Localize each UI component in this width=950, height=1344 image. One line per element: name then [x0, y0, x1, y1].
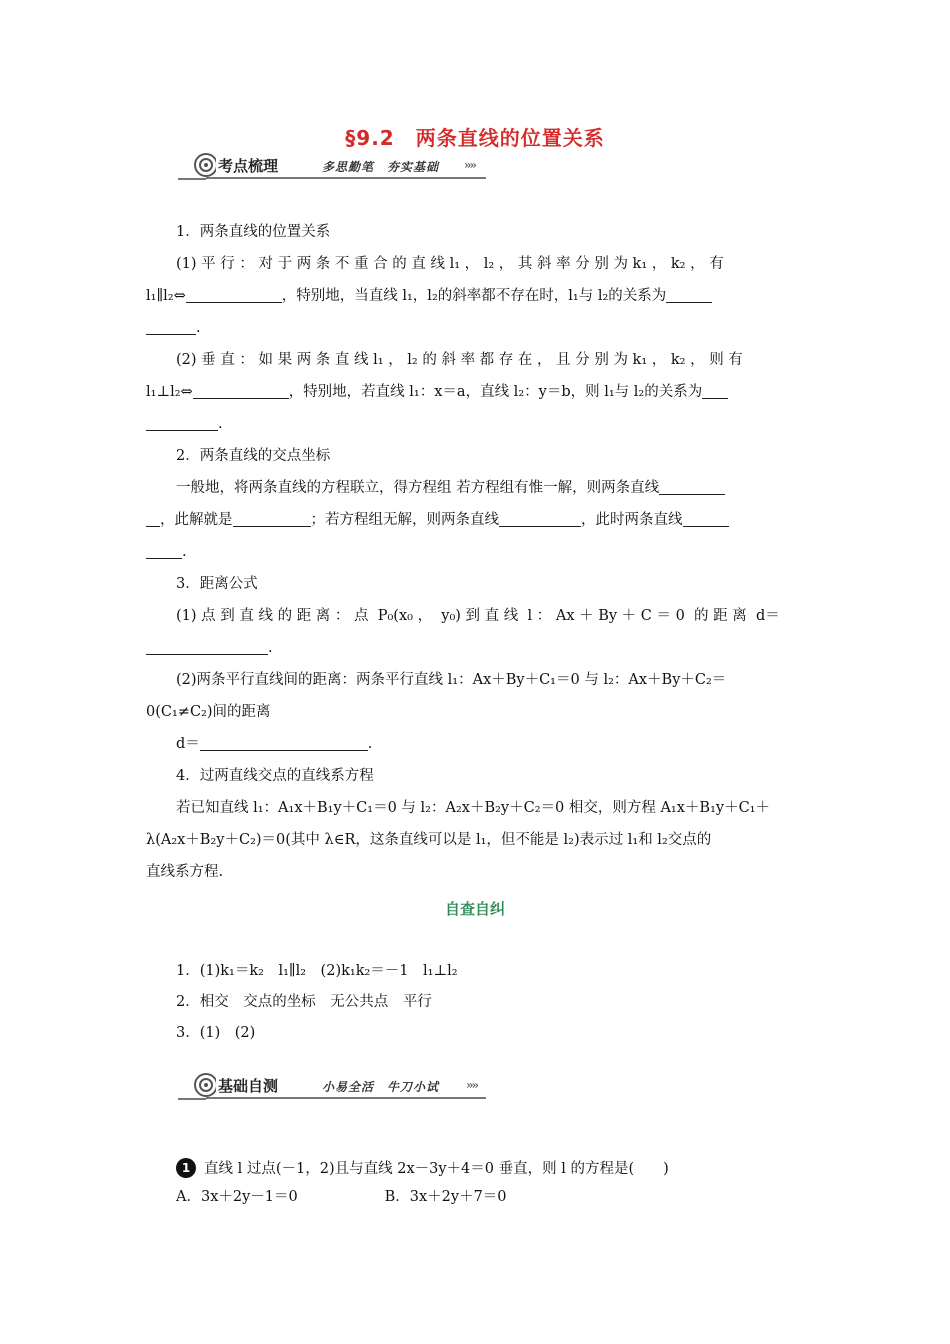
blank-field: [683, 508, 729, 527]
text: l₁∥l₂⇔: [146, 288, 186, 304]
answer-1: 1．(1)k₁＝k₂ l₁∥l₂ (2)k₁k₂＝－1 l₁⊥l₂: [176, 963, 458, 979]
blank-field: [499, 508, 581, 527]
page-title: §9.2 两条直线的位置关系: [345, 126, 605, 150]
text: ；若方程组无解，则两条直线: [310, 512, 499, 528]
banner-rule: [206, 177, 486, 179]
text: 一般地，将两条直线的方程联立，得方程组 若方程组有惟一解，则两条直线: [176, 480, 660, 496]
para-intersect-line1: [146, 472, 806, 504]
heading-4: 4．过两直线交点的直线系方程: [176, 768, 374, 784]
banner-tag: 基础自测: [218, 1077, 279, 1095]
banner-rule: [206, 1097, 486, 1099]
text: l₁⊥l₂⇔: [146, 384, 193, 400]
para-parallel-line1: (1) 平 行 ： 对 于 两 条 不 重 合 的 直 线 l₁ ， l₂ ， 其 斜 率 分 别 为 k₁ ， k₂ ， 有: [176, 256, 724, 272]
content-body: [146, 216, 806, 888]
answer-3: 3．(1) (2): [176, 1025, 256, 1041]
para-perp-line2: [146, 376, 806, 408]
para-point-dist-line2: [146, 632, 806, 664]
text: .: [268, 640, 273, 656]
blank-field: [146, 636, 268, 655]
text: ，特别地，若直线 l₁：x＝a，直线 l₂：y＝b，则 l₁与 l₂的关系为: [288, 384, 703, 400]
para-perp-line3: [146, 408, 806, 440]
blank-field: [666, 284, 712, 303]
text: .: [182, 544, 187, 560]
question-number-badge: 1: [176, 1158, 196, 1178]
blank-field: [146, 540, 182, 559]
para-intersect-line3: [146, 536, 806, 568]
text: ，特别地，当直线 l₁，l₂的斜率都不存在时，l₁与 l₂的关系为: [281, 288, 667, 304]
double-arrow-icon: »»: [464, 158, 475, 172]
heading-1: 1．两条直线的位置关系: [176, 224, 331, 240]
option-a: A．3x＋2y－1＝0: [176, 1189, 298, 1205]
option-b: B．3x＋2y＋7＝0: [384, 1189, 507, 1205]
para-family-line1: 若已知直线 l₁：A₁x＋B₁y＋C₁＝0 与 l₂：A₂x＋B₂y＋C₂＝0 相交，则方程 A₁x＋B₁y＋C₁＋: [176, 800, 770, 816]
para-parallel-line3: [146, 312, 806, 344]
blank-field: [193, 380, 289, 399]
heading-3: 3．距离公式: [176, 576, 258, 592]
banner-tag: 考点梳理: [218, 157, 279, 175]
section-banner-jichu: [176, 1070, 506, 1104]
blank-field: [186, 284, 282, 303]
banner-slogan: 多思勤笔 夯实基础: [322, 160, 440, 174]
para-perp-line1: (2) 垂 直 ： 如 果 两 条 直 线 l₁ ， l₂ 的 斜 率 都 存 在 ， 且 分 别 为 k₁ ， k₂ ， 则 有: [176, 352, 743, 368]
heading-2: 2．两条直线的交点坐标: [176, 448, 331, 464]
blank-field: [146, 508, 160, 527]
question-text: 直线 l 过点(－1，2)且与直线 2x－3y＋4＝0 垂直，则 l 的方程是( ): [204, 1161, 669, 1177]
blank-field: [233, 508, 311, 527]
text: .: [196, 320, 201, 336]
banner-slogan: 小易全活 牛刀小试: [322, 1080, 440, 1094]
text: ，此时两条直线: [581, 512, 683, 528]
blank-field: [659, 476, 725, 495]
text: .: [218, 416, 223, 432]
para-parallel-dist-line3: [146, 728, 806, 760]
text: d＝: [176, 736, 200, 752]
question-1: [176, 1152, 669, 1214]
para-parallel-dist-line2: 0(C₁≠C₂)间的距离: [146, 704, 271, 720]
para-intersect-line2: [146, 504, 806, 536]
blank-field: [146, 316, 196, 335]
para-family-line3: 直线系方程.: [146, 864, 224, 880]
para-parallel-line2: [146, 280, 806, 312]
answer-2: 2．相交 交点的坐标 无公共点 平行: [176, 994, 432, 1010]
text: .: [367, 736, 373, 752]
self-check-title: 自查自纠: [444, 900, 505, 918]
blank-field: [702, 380, 728, 399]
blank-field: [146, 412, 218, 431]
section-banner-kaodian: [176, 150, 506, 184]
blank-field: [200, 732, 368, 751]
double-arrow-icon: »»: [466, 1078, 477, 1092]
self-check-answers: [176, 956, 458, 1049]
text: ，此解就是: [160, 512, 233, 528]
para-point-dist-line1: (1) 点 到 直 线 的 距 离 ： 点 P₀(x₀ ， y₀) 到 直 线 l ： Ax ＋ By ＋ C ＝ 0 的 距 离 d＝: [176, 608, 780, 624]
para-parallel-dist-line1: (2)两条平行直线间的距离：两条平行直线 l₁：Ax＋By＋C₁＝0 与 l₂：Ax＋By＋C₂＝: [176, 672, 727, 688]
para-family-line2: λ(A₂x＋B₂y＋C₂)＝0(其中 λ∈R，这条直线可以是 l₁，但不能是 l₂)表示过 l₁和 l₂交点的: [146, 832, 712, 848]
